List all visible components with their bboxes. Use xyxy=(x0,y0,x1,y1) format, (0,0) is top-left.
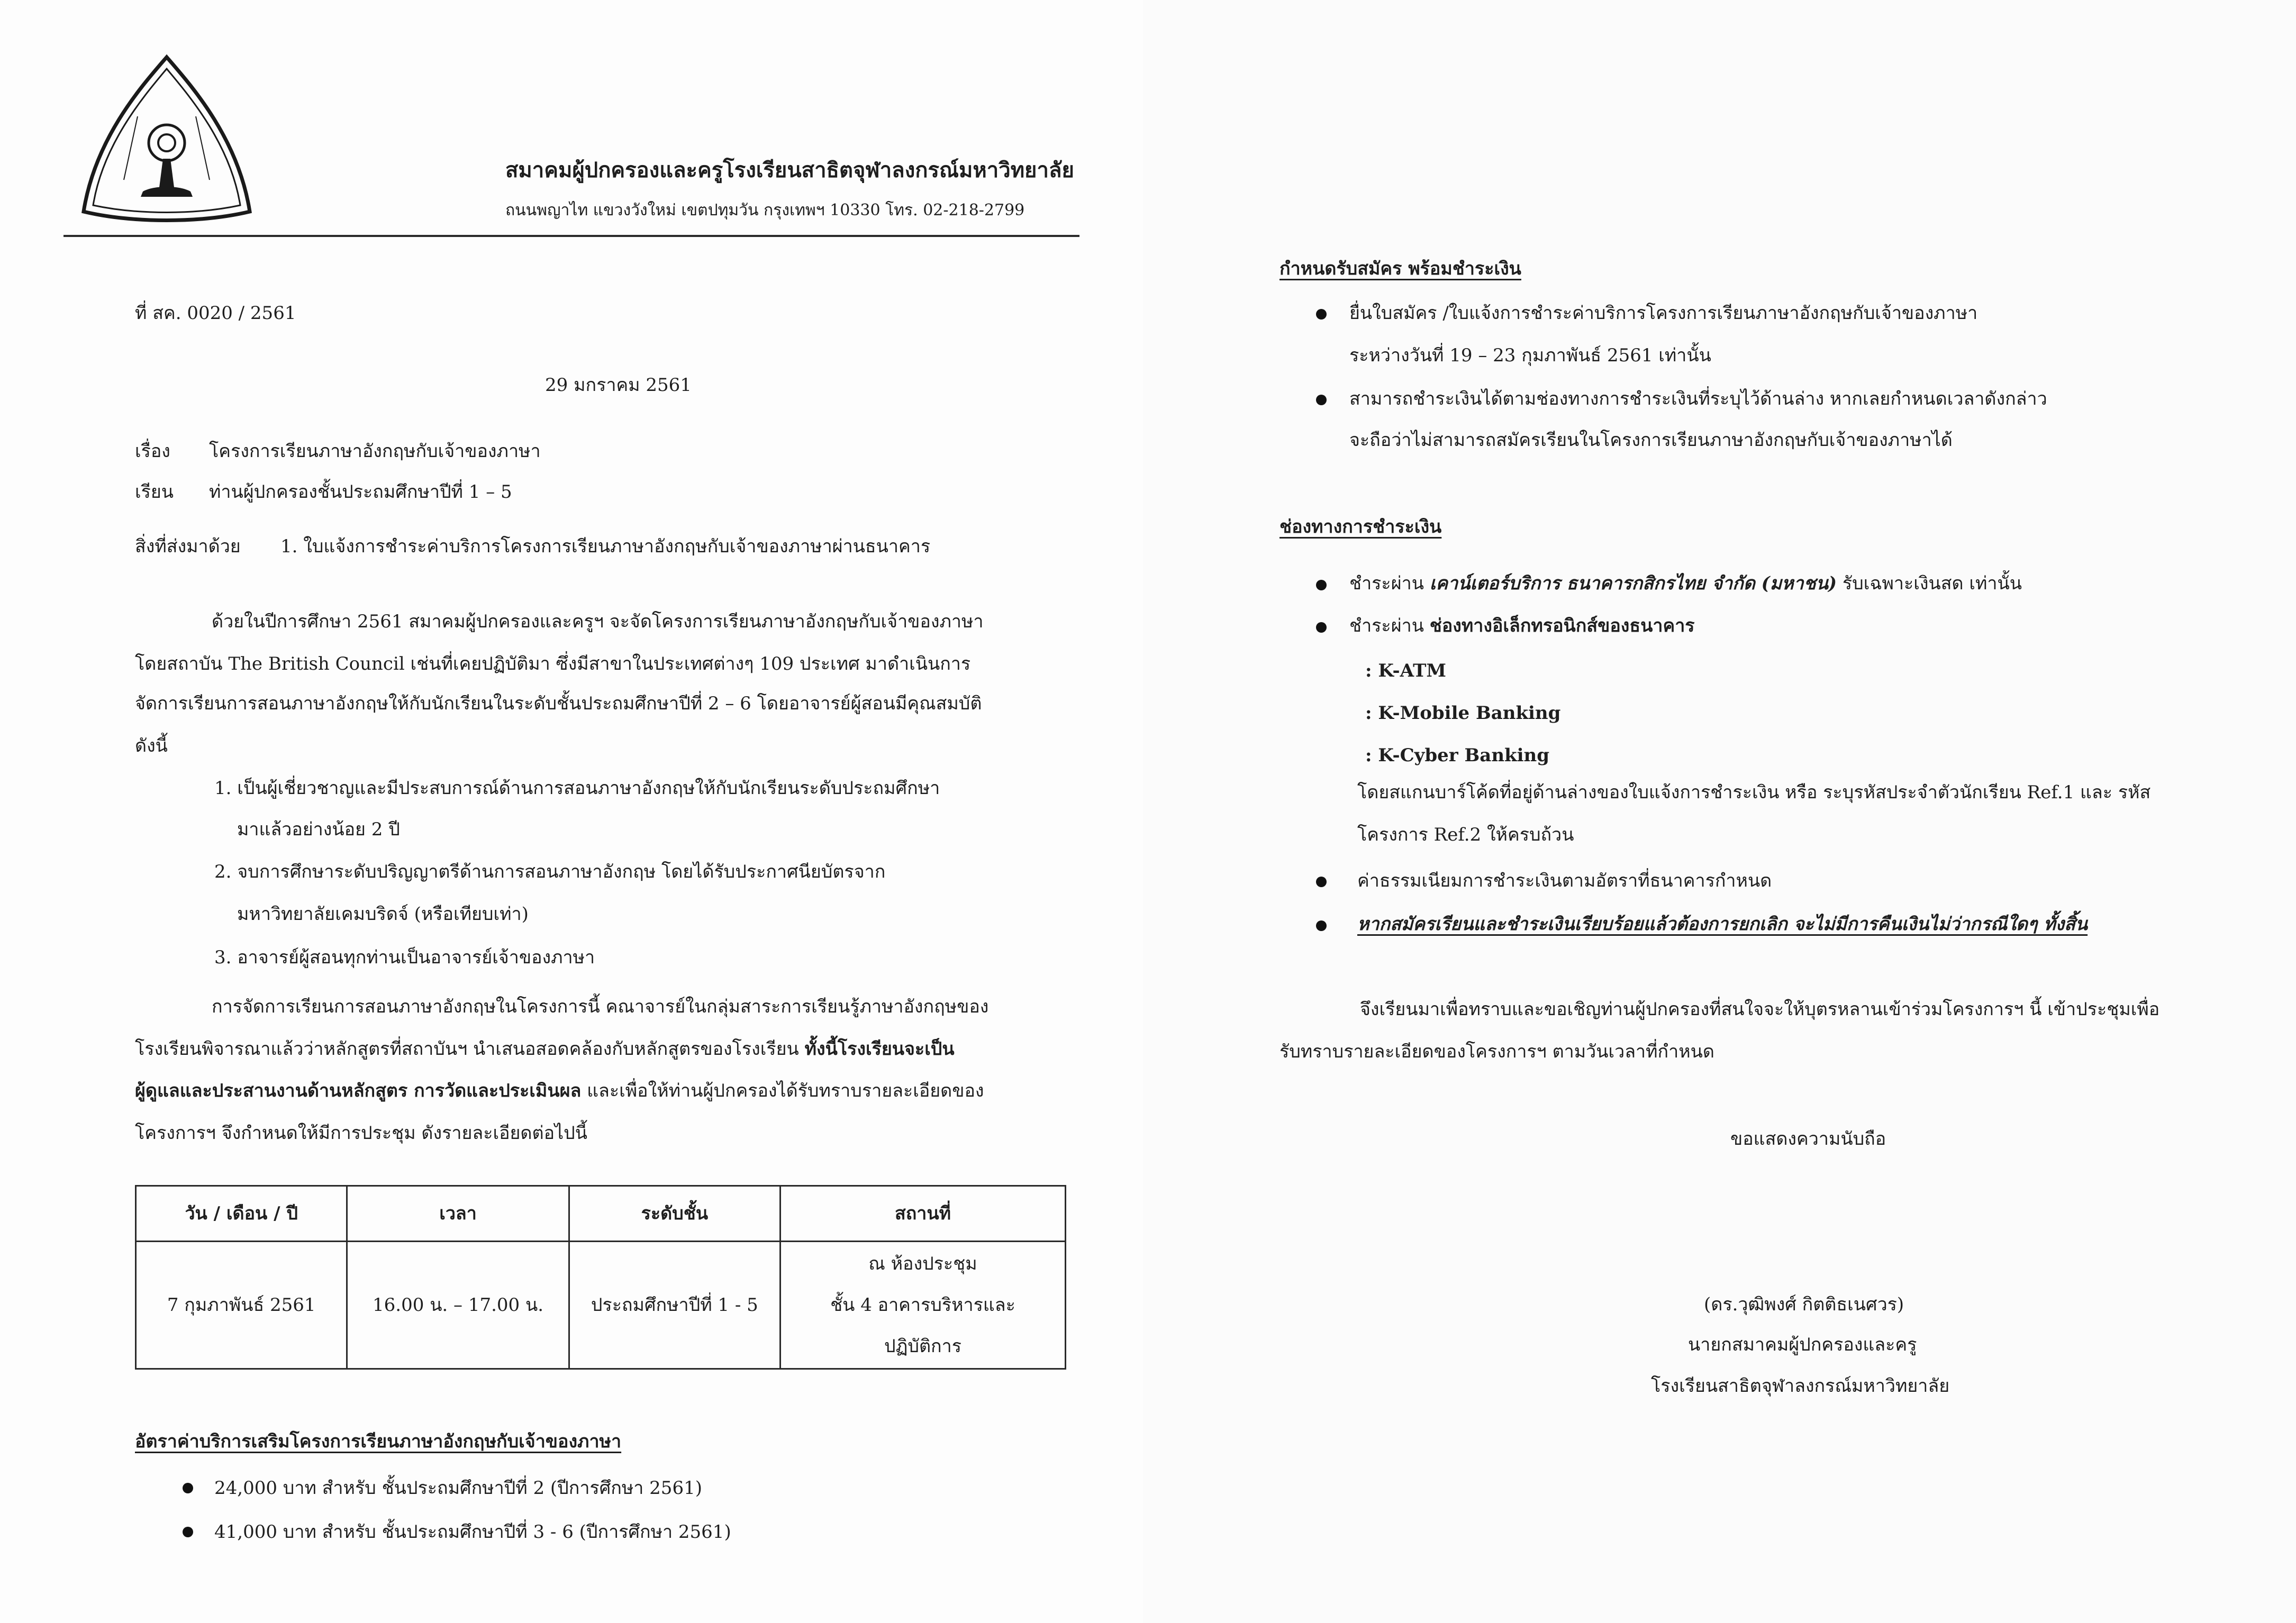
paragraph-1-line-1: ด้วยในปีการศึกษา 2561 สมาคมผู้ปกครองและครูฯ จะจัดโครงการเรียนภาษาอังกฤษกับเจ้าของภาษา xyxy=(212,611,984,632)
qualification-1-line-2: มาแล้วอย่างน้อย 2 ปี xyxy=(237,819,400,840)
subject-text: โครงการเรียนภาษาอังกฤษกับเจ้าของภาษา xyxy=(209,441,541,462)
right-page xyxy=(1143,0,2296,1623)
channel-k-mobile-banking: : K-Mobile Banking xyxy=(1365,703,1561,724)
paragraph-1-line-3: จัดการเรียนการสอนภาษาอังกฤษให้กับนักเรียนในระดับชั้นประถมศึกษาปีที่ 2 – 6 โดยอาจารย์ผู้สอนมีคุณสมบัติ xyxy=(135,693,982,714)
registration-item-1-line-2: ระหว่างวันที่ 19 – 23 กุมภาพันธ์ 2561 เท่านั้น xyxy=(1349,345,1711,366)
place-line-3: ปฏิบัติการ xyxy=(884,1336,961,1357)
bullet-icon xyxy=(183,1483,193,1493)
bullet-icon xyxy=(1316,920,1327,931)
subject-label: เรื่อง xyxy=(135,441,170,462)
registration-item-2-line-1: สามารถชำระเงินได้ตามช่องทางการชำระเงินที่ระบุไว้ด้านล่าง หากเลยกำหนดเวลาดังกล่าว xyxy=(1349,388,2047,409)
qualification-2-line-2: มหาวิทยาลัยเคมบริดจ์ (หรือเทียบเท่า) xyxy=(237,904,529,925)
paragraph-2-line-3-emphasis: ผู้ดูแลและประสานงานด้านหลักสูตร การวัดและประเมินผล xyxy=(135,1080,582,1101)
payment-online-label: ช่องทางอิเล็กทรอนิกส์ของธนาคาร xyxy=(1429,615,1695,636)
paragraph-2-line-4: โครงการฯ จึงกำหนดให้มีการประชุม ดังรายละเอียดต่อไปนี้ xyxy=(135,1123,587,1144)
reference-number: ที่ สค. 0020 / 2561 xyxy=(135,303,296,324)
payment-counter-prefix: ชำระผ่าน xyxy=(1349,573,1430,594)
cell-date: 7 กุมภาพันธ์ 2561 xyxy=(136,1242,347,1369)
fee-item-1: 24,000 บาท สำหรับ ชั้นประถมศึกษาปีที่ 2 (ปีการศึกษา 2561) xyxy=(214,1478,702,1499)
column-header-place: สถานที่ xyxy=(780,1186,1065,1242)
paragraph-1-line-2: โดยสถาบัน The British Council เช่นที่เคยปฏิบัติมา ซึ่งมีสาขาในประเทศต่างๆ 109 ประเทศ มาดำเนินการ xyxy=(135,653,971,674)
payment-counter-bank: เคาน์เตอร์บริการ ธนาคารกสิกรไทย จำกัด (มหาชน) xyxy=(1429,573,1837,594)
payment-counter-suffix: รับเฉพาะเงินสด เท่านั้น xyxy=(1837,573,2022,594)
column-header-time: เวลา xyxy=(347,1186,569,1242)
signer-title-1: นายกสมาคมผู้ปกครองและครู xyxy=(1688,1334,1917,1355)
payment-counter xyxy=(1349,573,2022,594)
letter-date: 29 มกราคม 2561 xyxy=(545,375,692,396)
paragraph-2-line-1: การจัดการเรียนการสอนภาษาอังกฤษในโครงการนี้ คณาจารย์ในกลุ่มสาระการเรียนรู้ภาษาอังกฤษของ xyxy=(212,996,989,1017)
payment-online xyxy=(1349,615,1695,636)
paragraph-2-line-2-text: โรงเรียนพิจารณาแล้วว่าหลักสูตรที่สถาบันฯ นำเสนอสอดคล้องกับหลักสูตรของโรงเรียน xyxy=(135,1038,805,1060)
qualification-1-line-1: 1. เป็นผู้เชี่ยวชาญและมีประสบการณ์ด้านการสอนภาษาอังกฤษให้กับนักเรียนระดับประถมศึกษา xyxy=(214,778,940,799)
signer-title-2: โรงเรียนสาธิตจุฬาลงกรณ์มหาวิทยาลัย xyxy=(1651,1375,1950,1397)
scan-instruction-line-2: โครงการ Ref.2 ให้ครบถ้วน xyxy=(1357,824,1574,845)
bank-fee-note: ค่าธรรมเนียมการชำระเงินตามอัตราที่ธนาคารกำหนด xyxy=(1357,870,1772,891)
fee-item-2: 41,000 บาท สำหรับ ชั้นประถมศึกษาปีที่ 3 - 6 (ปีการศึกษา 2561) xyxy=(214,1521,731,1543)
bullet-icon xyxy=(1316,395,1327,405)
signer-name: (ดร.วุฒิพงศ์ กิตติธเนศวร) xyxy=(1704,1294,1904,1315)
bullet-icon xyxy=(1316,309,1327,320)
bullet-icon xyxy=(183,1527,193,1537)
paragraph-2-line-3-text: และเพื่อให้ท่านผู้ปกครองได้รับทราบรายละเอียดของ xyxy=(581,1080,984,1101)
paragraph-2-line-2 xyxy=(135,1038,955,1060)
association-logo-emblem xyxy=(79,53,254,227)
closing-line-2: รับทราบรายละเอียดของโครงการฯ ตามวันเวลาที่กำหนด xyxy=(1279,1041,1714,1062)
meeting-schedule-table xyxy=(135,1185,1066,1370)
bullet-icon xyxy=(1316,580,1327,590)
recipient-text: ท่านผู้ปกครองชั้นประถมศึกษาปีที่ 1 – 5 xyxy=(209,481,512,503)
left-page xyxy=(0,0,1143,1623)
closing-line-1: จึงเรียนมาเพื่อทราบและขอเชิญท่านผู้ปกครองที่สนใจจะให้บุตรหลานเข้าร่วมโครงการฯ นี้ เข้าประชุมเพื่อ xyxy=(1360,999,2160,1020)
enclosure-label: สิ่งที่ส่งมาด้วย xyxy=(135,536,241,557)
channel-k-cyber-banking: : K-Cyber Banking xyxy=(1365,745,1550,766)
payment-online-prefix: ชำระผ่าน xyxy=(1349,615,1430,636)
qualification-2-line-1: 2. จบการศึกษาระดับปริญญาตรีด้านการสอนภาษาอังกฤษ โดยได้รับประกาศนียบัตรจาก xyxy=(214,861,886,882)
header-rule xyxy=(63,235,1079,237)
enclosure-text: 1. ใบแจ้งการชำระค่าบริการโครงการเรียนภาษาอังกฤษกับเจ้าของภาษาผ่านธนาคาร xyxy=(280,536,931,557)
registration-item-2-line-2: จะถือว่าไม่สามารถสมัครเรียนในโครงการเรียนภาษาอังกฤษกับเจ้าของภาษาได้ xyxy=(1349,430,1953,451)
no-refund-note: หากสมัครเรียนและชำระเงินเรียบร้อยแล้วต้องการยกเลิก จะไม่มีการคืนเงินไม่ว่ากรณีใดๆ ทั้งสิ้น xyxy=(1357,914,2088,935)
bullet-icon xyxy=(1316,877,1327,887)
place-line-2: ชั้น 4 อาคารบริหารและ xyxy=(830,1294,1015,1316)
cell-time: 16.00 น. – 17.00 น. xyxy=(347,1242,569,1369)
table-header-row xyxy=(136,1186,1066,1242)
cell-level: ประถมศึกษาปีที่ 1 - 5 xyxy=(569,1242,780,1369)
payment-heading: ช่องทางการชำระเงิน xyxy=(1279,516,1442,537)
paragraph-2-line-3 xyxy=(135,1080,984,1101)
registration-item-1-line-1: ยื่นใบสมัคร /ใบแจ้งการชำระค่าบริการโครงการเรียนภาษาอังกฤษกับเจ้าของภาษา xyxy=(1349,303,1978,324)
bullet-icon xyxy=(1316,622,1327,633)
org-address: ถนนพญาไท แขวงวังใหม่ เขตปทุมวัน กรุงเทพฯ 10330 โทร. 02-218-2799 xyxy=(505,201,1025,220)
place-line-1: ณ ห้องประชุม xyxy=(868,1253,977,1274)
regards: ขอแสดงความนับถือ xyxy=(1730,1128,1886,1150)
qualification-3: 3. อาจารย์ผู้สอนทุกท่านเป็นอาจารย์เจ้าของภาษา xyxy=(214,947,595,968)
scan-instruction-line-1: โดยสแกนบาร์โค้ดที่อยู่ด้านล่างของใบแจ้งการชำระเงิน หรือ ระบุรหัสประจำตัวนักเรียน Ref.1 และ รหัส xyxy=(1357,782,2151,803)
cell-place xyxy=(780,1242,1065,1369)
channel-k-atm: : K-ATM xyxy=(1365,660,1447,681)
registration-heading: กำหนดรับสมัคร พร้อมชำระเงิน xyxy=(1279,258,1521,279)
recipient-label: เรียน xyxy=(135,481,174,503)
paragraph-1-line-4: ดังนี้ xyxy=(135,735,168,756)
table-row xyxy=(136,1242,1066,1369)
paragraph-2-line-2-emphasis: ทั้งนี้โรงเรียนจะเป็น xyxy=(804,1038,955,1060)
column-header-date: วัน / เดือน / ปี xyxy=(136,1186,347,1242)
column-header-level: ระดับชั้น xyxy=(569,1186,780,1242)
org-name: สมาคมผู้ปกครองและครูโรงเรียนสาธิตจุฬาลงกรณ์มหาวิทยาลัย xyxy=(505,158,1074,183)
fees-heading: อัตราค่าบริการเสริมโครงการเรียนภาษาอังกฤษกับเจ้าของภาษา xyxy=(135,1431,622,1452)
